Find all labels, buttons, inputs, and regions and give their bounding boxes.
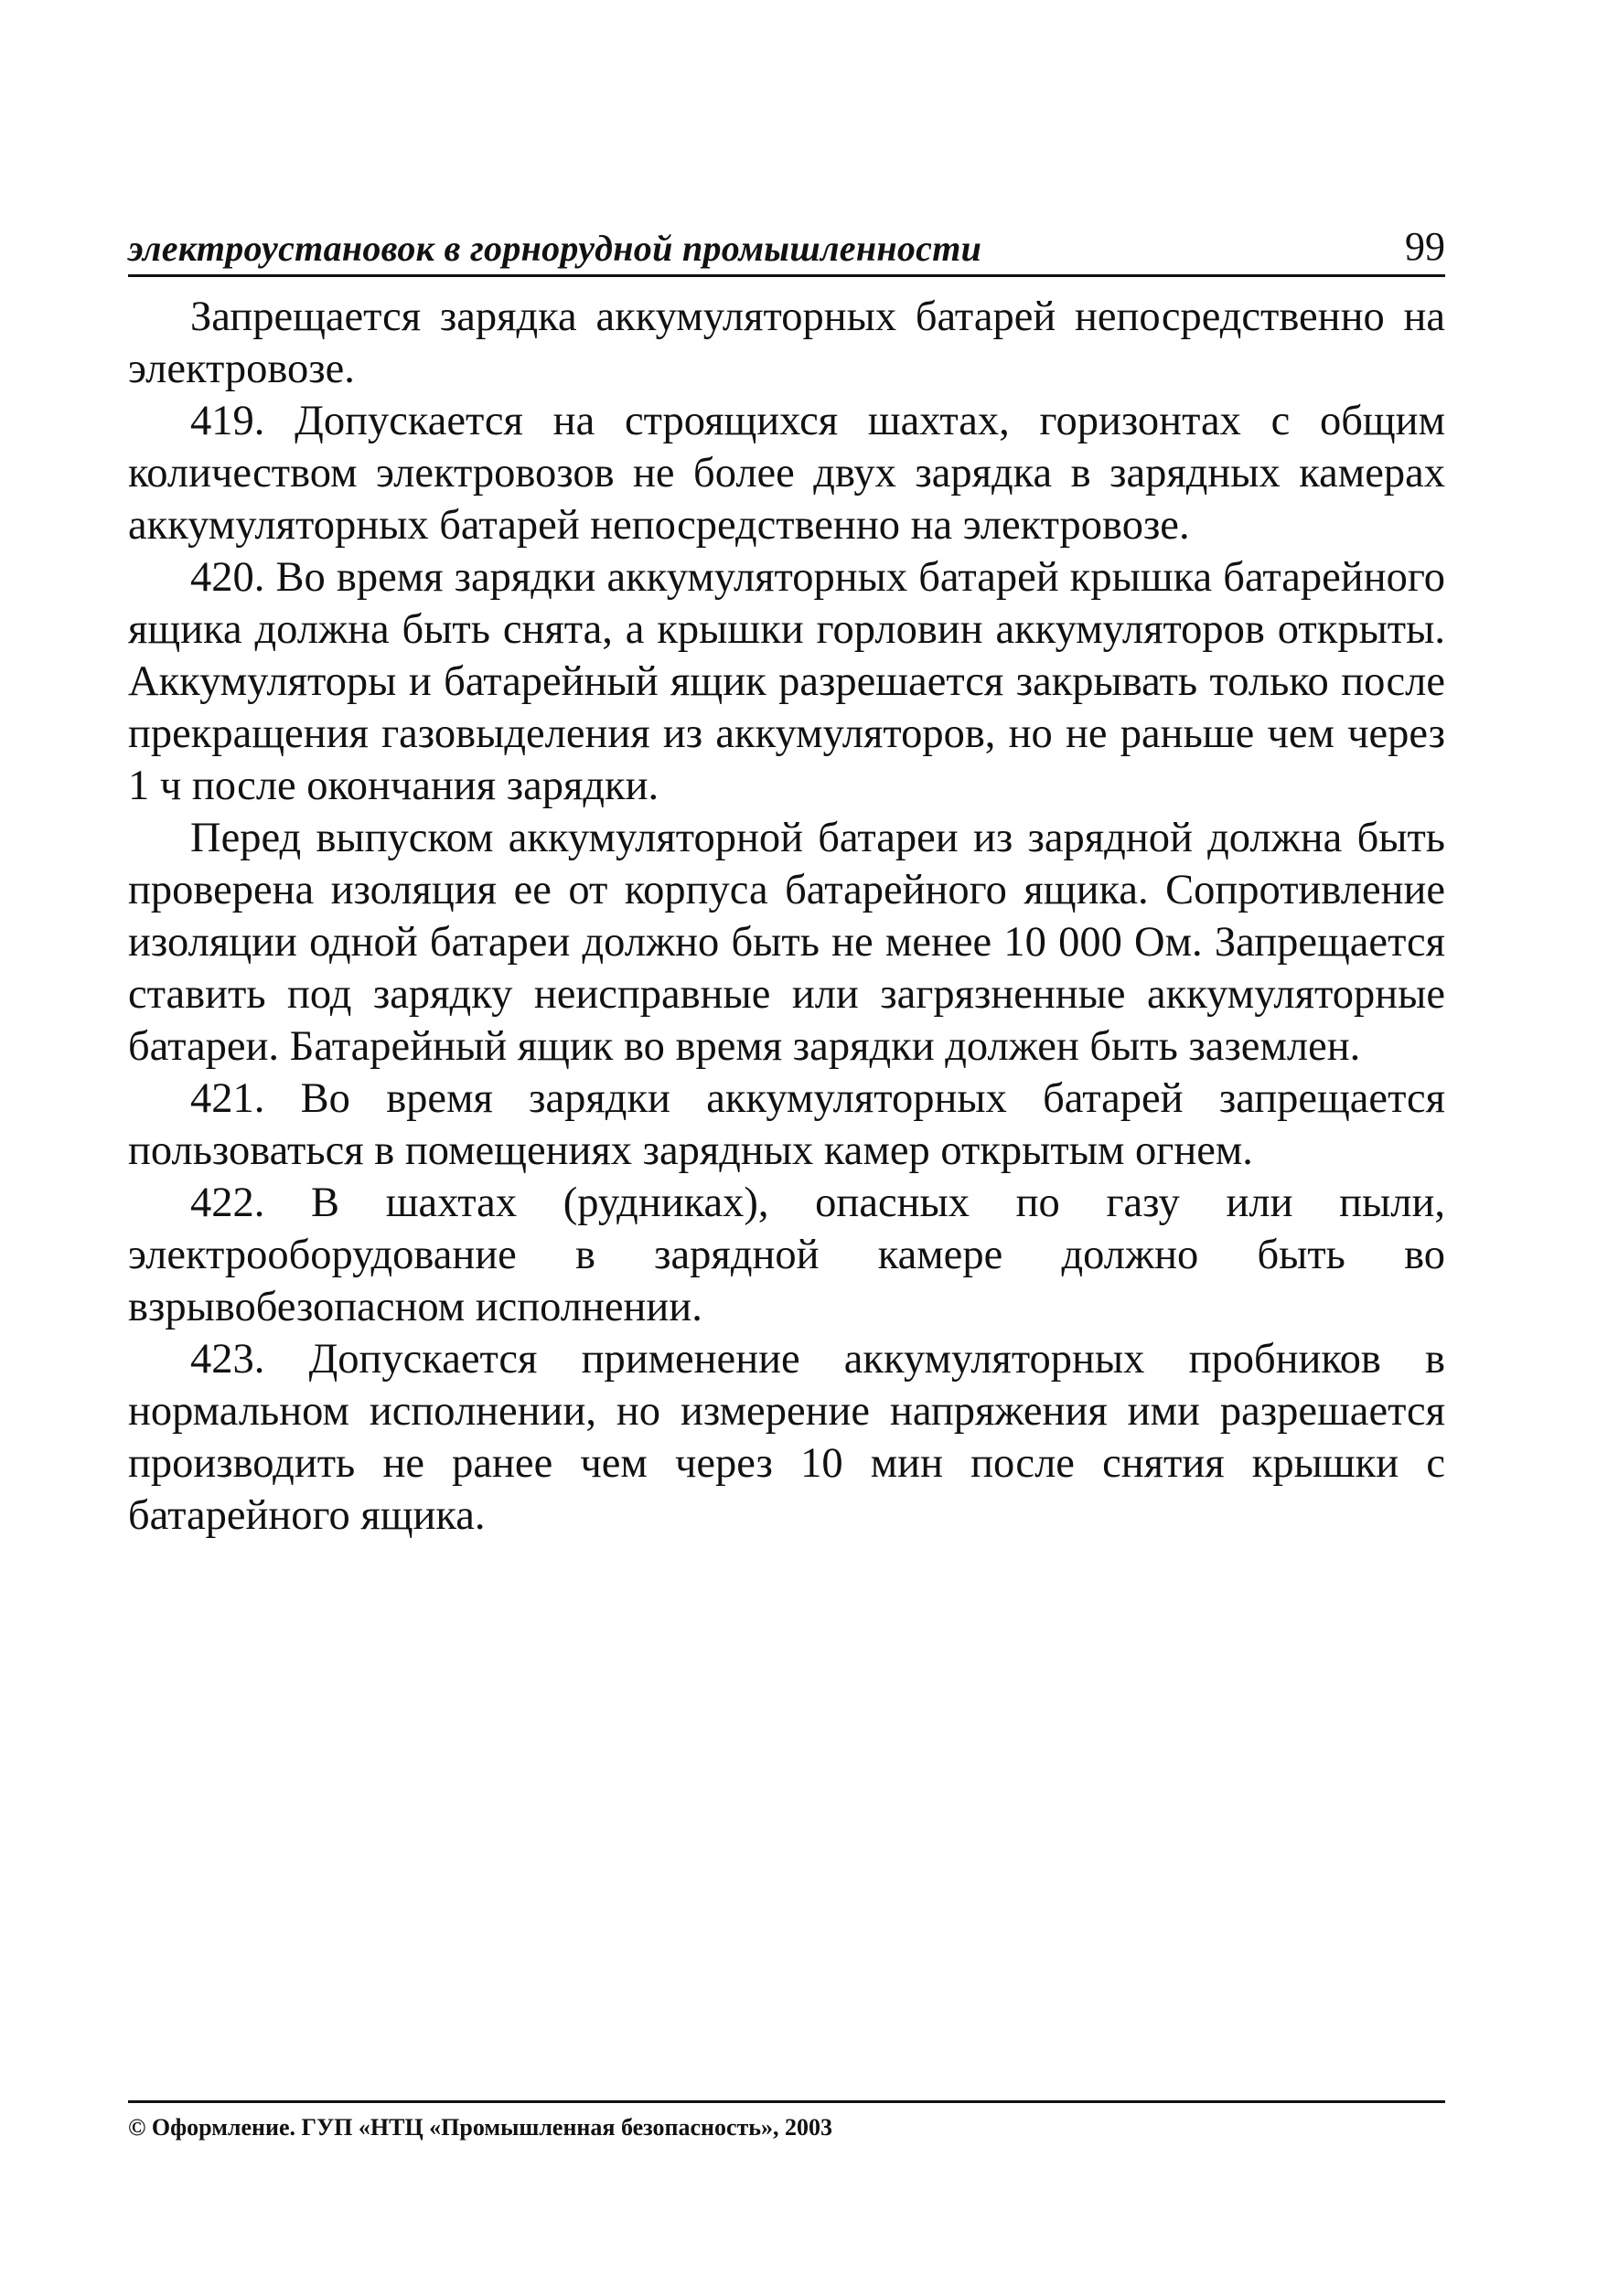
page-header <box>128 223 1445 278</box>
footer-rule <box>128 2100 1445 2103</box>
body-text <box>128 291 1445 1542</box>
paragraph: 422. В шахтах (рудниках), опасных по газу или пыли, электрооборудование в зарядной камере должно быть во взрывобезопасном исполнении. <box>128 1180 1445 1330</box>
page-number: 99 <box>1405 224 1445 269</box>
header-rule <box>128 274 1445 277</box>
paragraph: 419. Допускается на строящихся шахтах, горизонтах с общим количеством электровозов не более двух зарядка в зарядных камерах аккумуляторных батарей непосредственно на электровозе. <box>128 398 1445 549</box>
paragraph: 421. Во время зарядки аккумуляторных батарей запрещается пользоваться в помещениях зарядных камер открытым огнем. <box>128 1075 1445 1174</box>
paragraph: Перед выпуском аккумуляторной батареи из зарядной должна быть проверена изоляция ее от корпуса батарейного ящика. Сопротивление изоляции одной батареи должно быть не менее 10 000 Ом. Запрещается ставить под зарядку неисправные или загрязненные аккумуляторные батареи. Батарейный ящик во время зарядки должен быть заземлен. <box>128 815 1445 1070</box>
footer-copyright: © Оформление. ГУП «НТЦ «Промышленная безопасность», 2003 <box>128 2114 833 2141</box>
paragraph: 420. Во время зарядки аккумуляторных батарей крышка батарейного ящика должна быть снята, а крышки горловин аккумуляторов открыты. Аккумуляторы и батарейный ящик разрешается закрывать только после прекращения газовыделения из аккумуляторов, но не раньше чем через 1 ч после окончания зарядки. <box>128 554 1445 809</box>
paragraph: 423. Допускается применение аккумуляторных пробников в нормальном исполнении, но измерение напряжения ими разрешается производить не ранее чем через 10 мин после снятия крышки с батарейного ящика. <box>128 1336 1445 1539</box>
paragraph: Запрещается зарядка аккумуляторных батарей непосредственно на электровозе. <box>128 294 1445 392</box>
running-title: электроустановок в горнорудной промышленности <box>128 228 982 269</box>
